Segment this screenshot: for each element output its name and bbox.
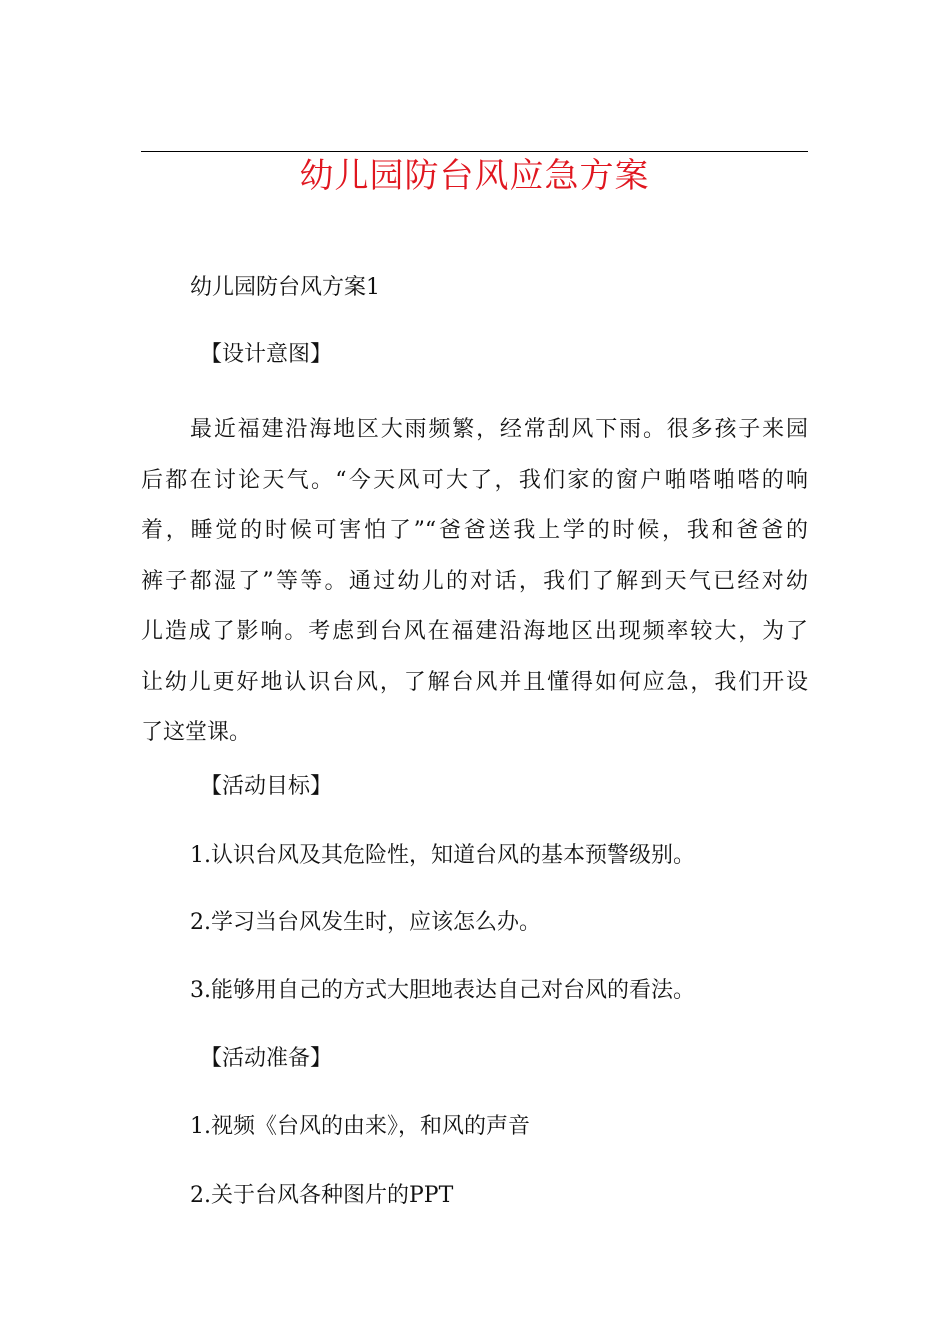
preparation-item-1: 1.视频《台风的由来》，和风的声音 xyxy=(190,1114,530,1139)
goal-item-1: 1.认识台风及其危险性，知道台风的基本预警级别。 xyxy=(190,843,695,868)
plan-subtitle: 幼儿园防台风方案1 xyxy=(190,275,380,300)
paragraph-line: 裤子都湿了”等等。通过幼儿的对话，我们了解到天气已经对幼 xyxy=(141,568,808,594)
goal-item-3: 3.能够用自己的方式大胆地表达自己对台风的看法。 xyxy=(190,978,695,1003)
paragraph-line: 最近福建沿海地区大雨频繁，经常刮风下雨。很多孩子来园 xyxy=(190,417,808,442)
section-heading-goals: 【活动目标】 xyxy=(200,774,333,799)
paragraph-line: 后都在讨论天气。“今天风可大了，我们家的窗户啪嗒啪嗒的响 xyxy=(141,467,808,493)
paragraph-line: 让幼儿更好地认识台风，了解台风并且懂得如何应急，我们开设 xyxy=(141,669,808,695)
design-intent-paragraph xyxy=(141,405,808,759)
document-title: 幼儿园防台风应急方案 xyxy=(299,156,650,196)
preparation-item-2: 2.关于台风各种图片的PPT xyxy=(190,1183,454,1208)
goal-item-2: 2.学习当台风发生时，应该怎么办。 xyxy=(190,910,541,935)
paragraph-line: 了这堂课。 xyxy=(141,720,252,745)
paragraph-line: 儿造成了影响。考虑到台风在福建沿海地区出现频率较大，为了 xyxy=(141,619,808,644)
section-heading-preparation: 【活动准备】 xyxy=(200,1046,333,1071)
paragraph-line: 着，睡觉的时候可害怕了”“爸爸送我上学的时候，我和爸爸的 xyxy=(141,518,808,543)
section-heading-design-intent: 【设计意图】 xyxy=(200,342,333,367)
